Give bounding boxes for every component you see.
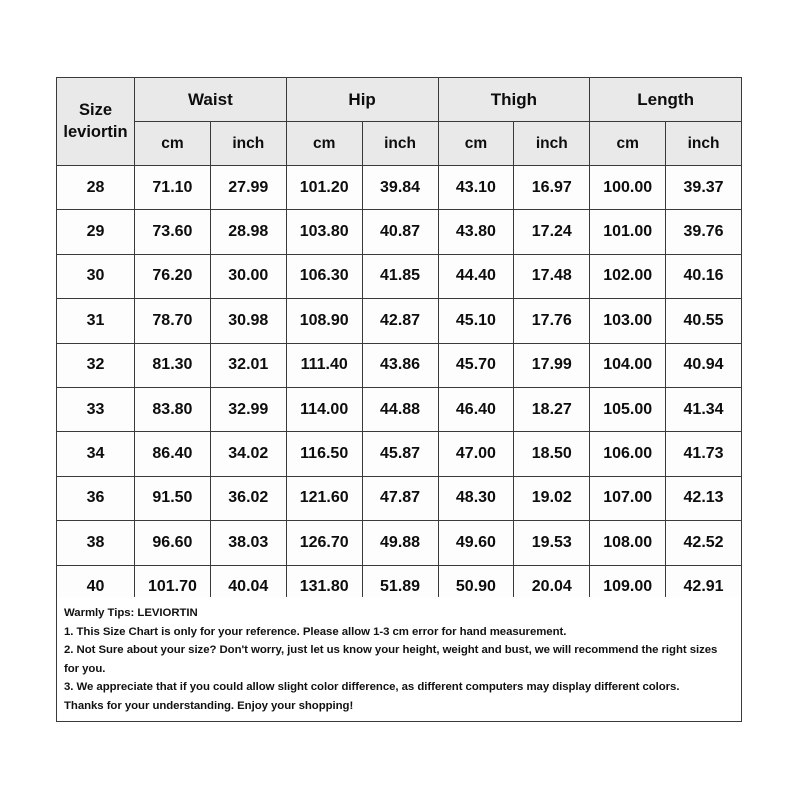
cell-measurement: 40.16 bbox=[666, 254, 742, 298]
notes-line-1: 1. This Size Chart is only for your reference. Please allow 1-3 cm error for hand measurement. bbox=[64, 625, 567, 638]
table-row bbox=[57, 476, 742, 520]
cell-measurement: 111.40 bbox=[286, 343, 362, 387]
cell-measurement: 27.99 bbox=[210, 166, 286, 210]
cell-measurement: 19.02 bbox=[514, 476, 590, 520]
cell-measurement: 28.98 bbox=[210, 210, 286, 254]
cell-measurement: 131.80 bbox=[286, 565, 362, 609]
cell-measurement: 43.86 bbox=[362, 343, 438, 387]
cell-measurement: 47.87 bbox=[362, 476, 438, 520]
cell-measurement: 126.70 bbox=[286, 521, 362, 565]
notes-line-4: Thanks for your understanding. Enjoy your shopping! bbox=[64, 699, 354, 712]
cell-measurement: 40.55 bbox=[666, 299, 742, 343]
cell-measurement: 107.00 bbox=[590, 476, 666, 520]
cell-measurement: 42.13 bbox=[666, 476, 742, 520]
header-group-hip: Hip bbox=[286, 78, 438, 122]
cell-measurement: 104.00 bbox=[590, 343, 666, 387]
table-row bbox=[57, 299, 742, 343]
cell-measurement: 50.90 bbox=[438, 565, 514, 609]
cell-measurement: 78.70 bbox=[135, 299, 211, 343]
cell-measurement: 17.76 bbox=[514, 299, 590, 343]
cell-measurement: 101.70 bbox=[135, 565, 211, 609]
cell-measurement: 32.01 bbox=[210, 343, 286, 387]
header-unit-thigh-inch: inch bbox=[514, 122, 590, 166]
cell-size: 29 bbox=[57, 210, 135, 254]
header-unit-waist-inch: inch bbox=[210, 122, 286, 166]
cell-measurement: 109.00 bbox=[590, 565, 666, 609]
cell-size: 38 bbox=[57, 521, 135, 565]
table-row bbox=[57, 254, 742, 298]
cell-measurement: 96.60 bbox=[135, 521, 211, 565]
cell-measurement: 103.00 bbox=[590, 299, 666, 343]
cell-size: 28 bbox=[57, 166, 135, 210]
cell-measurement: 76.20 bbox=[135, 254, 211, 298]
cell-measurement: 18.50 bbox=[514, 432, 590, 476]
header-unit-hip-cm: cm bbox=[286, 122, 362, 166]
header-unit-length-inch: inch bbox=[666, 122, 742, 166]
table-row bbox=[57, 210, 742, 254]
header-unit-thigh-cm: cm bbox=[438, 122, 514, 166]
size-chart-table bbox=[56, 77, 742, 610]
notes-heading: Warmly Tips: LEVIORTIN bbox=[64, 607, 198, 619]
cell-measurement: 83.80 bbox=[135, 387, 211, 431]
header-group-thigh: Thigh bbox=[438, 78, 590, 122]
table-body bbox=[57, 166, 742, 610]
cell-measurement: 39.37 bbox=[666, 166, 742, 210]
cell-measurement: 17.48 bbox=[514, 254, 590, 298]
header-size-line1: Size bbox=[78, 101, 113, 120]
cell-size: 33 bbox=[57, 387, 135, 431]
cell-size: 40 bbox=[57, 565, 135, 609]
cell-measurement: 40.94 bbox=[666, 343, 742, 387]
cell-measurement: 41.34 bbox=[666, 387, 742, 431]
cell-measurement: 16.97 bbox=[514, 166, 590, 210]
cell-measurement: 30.00 bbox=[210, 254, 286, 298]
cell-measurement: 47.00 bbox=[438, 432, 514, 476]
header-unit-hip-inch: inch bbox=[362, 122, 438, 166]
cell-measurement: 73.60 bbox=[135, 210, 211, 254]
cell-measurement: 18.27 bbox=[514, 387, 590, 431]
cell-measurement: 45.87 bbox=[362, 432, 438, 476]
cell-measurement: 121.60 bbox=[286, 476, 362, 520]
cell-measurement: 46.40 bbox=[438, 387, 514, 431]
cell-measurement: 39.76 bbox=[666, 210, 742, 254]
cell-measurement: 81.30 bbox=[135, 343, 211, 387]
cell-measurement: 41.85 bbox=[362, 254, 438, 298]
table-row bbox=[57, 432, 742, 476]
cell-measurement: 40.04 bbox=[210, 565, 286, 609]
cell-size: 31 bbox=[57, 299, 135, 343]
cell-measurement: 48.30 bbox=[438, 476, 514, 520]
cell-measurement: 86.40 bbox=[135, 432, 211, 476]
cell-measurement: 41.73 bbox=[666, 432, 742, 476]
table-header-unit-row bbox=[57, 122, 742, 166]
header-size-line2: leviortin bbox=[63, 122, 128, 141]
cell-measurement: 71.10 bbox=[135, 166, 211, 210]
cell-measurement: 105.00 bbox=[590, 387, 666, 431]
cell-measurement: 44.40 bbox=[438, 254, 514, 298]
cell-measurement: 32.99 bbox=[210, 387, 286, 431]
cell-measurement: 44.88 bbox=[362, 387, 438, 431]
cell-measurement: 30.98 bbox=[210, 299, 286, 343]
table-row bbox=[57, 343, 742, 387]
cell-measurement: 34.02 bbox=[210, 432, 286, 476]
cell-measurement: 45.10 bbox=[438, 299, 514, 343]
cell-measurement: 106.30 bbox=[286, 254, 362, 298]
cell-measurement: 51.89 bbox=[362, 565, 438, 609]
cell-measurement: 43.80 bbox=[438, 210, 514, 254]
header-unit-length-cm: cm bbox=[590, 122, 666, 166]
cell-measurement: 103.80 bbox=[286, 210, 362, 254]
cell-measurement: 108.00 bbox=[590, 521, 666, 565]
cell-measurement: 102.00 bbox=[590, 254, 666, 298]
cell-measurement: 116.50 bbox=[286, 432, 362, 476]
cell-measurement: 20.04 bbox=[514, 565, 590, 609]
notes-box bbox=[56, 597, 742, 722]
cell-measurement: 40.87 bbox=[362, 210, 438, 254]
notes-line-2: 2. Not Sure about your size? Don't worry, just let us know your height, weight and bust, we will recommend the right sizes for you. bbox=[64, 644, 718, 675]
cell-measurement: 36.02 bbox=[210, 476, 286, 520]
cell-size: 36 bbox=[57, 476, 135, 520]
cell-measurement: 101.20 bbox=[286, 166, 362, 210]
cell-measurement: 108.90 bbox=[286, 299, 362, 343]
header-unit-waist-cm: cm bbox=[135, 122, 211, 166]
cell-measurement: 39.84 bbox=[362, 166, 438, 210]
cell-measurement: 101.00 bbox=[590, 210, 666, 254]
header-size-leviortin bbox=[57, 78, 135, 166]
cell-measurement: 17.99 bbox=[514, 343, 590, 387]
cell-size: 34 bbox=[57, 432, 135, 476]
cell-measurement: 91.50 bbox=[135, 476, 211, 520]
cell-size: 30 bbox=[57, 254, 135, 298]
cell-measurement: 19.53 bbox=[514, 521, 590, 565]
header-group-length: Length bbox=[590, 78, 742, 122]
cell-measurement: 17.24 bbox=[514, 210, 590, 254]
table-row bbox=[57, 521, 742, 565]
cell-measurement: 49.88 bbox=[362, 521, 438, 565]
cell-measurement: 38.03 bbox=[210, 521, 286, 565]
notes-line-3: 3. We appreciate that if you could allow slight color difference, as different computers may display different colors. bbox=[64, 681, 680, 694]
table-row bbox=[57, 166, 742, 210]
cell-measurement: 42.87 bbox=[362, 299, 438, 343]
cell-measurement: 42.91 bbox=[666, 565, 742, 609]
cell-measurement: 45.70 bbox=[438, 343, 514, 387]
cell-measurement: 100.00 bbox=[590, 166, 666, 210]
header-group-waist: Waist bbox=[135, 78, 287, 122]
cell-measurement: 43.10 bbox=[438, 166, 514, 210]
cell-measurement: 106.00 bbox=[590, 432, 666, 476]
cell-size: 32 bbox=[57, 343, 135, 387]
cell-measurement: 49.60 bbox=[438, 521, 514, 565]
table-header-group-row bbox=[57, 78, 742, 122]
table-row bbox=[57, 387, 742, 431]
table-header bbox=[57, 78, 742, 166]
cell-measurement: 114.00 bbox=[286, 387, 362, 431]
cell-measurement: 42.52 bbox=[666, 521, 742, 565]
size-chart-container bbox=[56, 77, 742, 610]
